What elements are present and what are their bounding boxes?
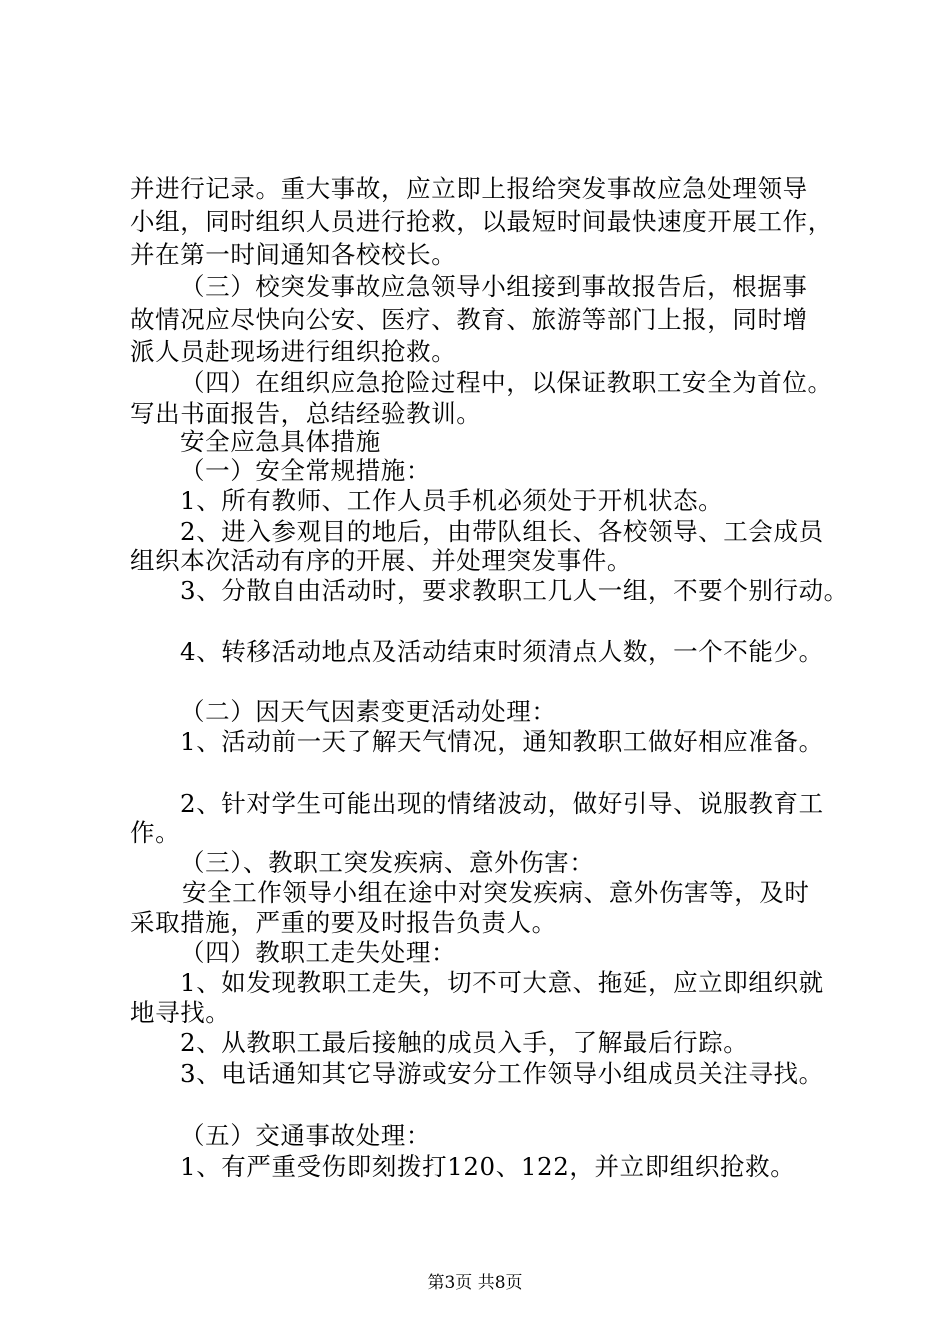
body-text-line: （三）校突发事故应急领导小组接到事故报告后，根据事 [180,272,808,301]
body-text-line: 小组，同时组织人员进行抢救，以最短时间最快速度开展工作， [130,207,833,236]
list-item: 2、针对学生可能出现的情绪波动，做好引导、说服教育工 [180,789,824,818]
subsection-heading: （三）、教职工突发疾病、意外伤害： [180,848,595,877]
list-item: 2、进入参观目的地后，由带队组长、各校领导、工会成员 [180,517,824,546]
body-text-line: 作。 [130,818,181,847]
list-item: 3、分散自由活动时，要求教职工几人一组，不要个别行动。 [180,576,849,605]
list-item: 1、有严重受伤即刻拨打120、122，并立即组织抢救。 [180,1152,796,1181]
body-text-line: 写出书面报告，总结经验教训。 [130,399,482,428]
body-text-line: 安全工作领导小组在途中对突发疾病、意外伤害等，及时 [182,878,810,907]
body-text-line: 故情况应尽快向公安、医疗、教育、旅游等部门上报，同时增 [130,305,808,334]
body-text-line: 并在第一时间通知各校校长。 [130,240,457,269]
body-text-line: 派人员赴现场进行组织抢救。 [130,337,457,366]
body-text-line: 并进行记录。重大事故，应立即上报给突发事故应急处理领导 [130,174,808,203]
subsection-heading: （一）安全常规措施： [180,456,431,485]
list-item: 1、所有教师、工作人员手机必须处于开机状态。 [180,486,724,515]
body-text-line: 地寻找。 [130,998,231,1027]
page-number-footer: 第3页 共8页 [427,1273,523,1293]
list-item: 3、电话通知其它导游或安分工作领导小组成员关注寻找。 [180,1059,824,1088]
body-text-line: 组织本次活动有序的开展、并处理突发事件。 [130,546,632,575]
list-item: 2、从教职工最后接触的成员入手，了解最后行踪。 [180,1028,749,1057]
body-text-line: （四）在组织应急抢险过程中，以保证教职工安全为首位。 [180,368,833,397]
list-item: 1、活动前一天了解天气情况，通知教职工做好相应准备。 [180,727,824,756]
subsection-heading: （四）教职工走失处理： [180,938,457,967]
subsection-heading: （五）交通事故处理： [180,1121,431,1150]
list-item: 1、如发现教职工走失，切不可大意、拖延，应立即组织就 [180,968,824,997]
list-item: 4、转移活动地点及活动结束时须清点人数，一个不能少。 [180,637,824,666]
subsection-heading: （二）因天气因素变更活动处理： [180,697,557,726]
section-heading: 安全应急具体措施 [180,427,381,456]
body-text-line: 采取措施，严重的要及时报告负责人。 [130,908,557,937]
